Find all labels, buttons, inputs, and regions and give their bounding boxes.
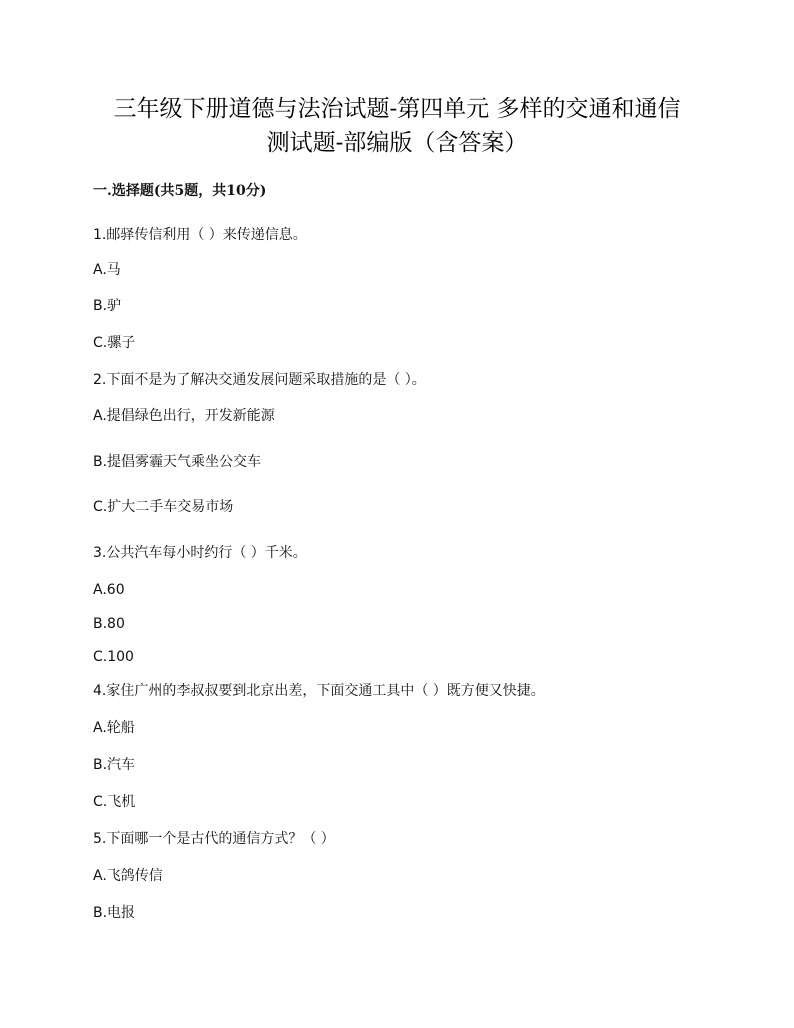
question-3-option-c: C.100 [93, 649, 134, 665]
question-4-option-b: B.汽车 [93, 757, 136, 773]
question-5-option-a: A.飞鸽传信 [93, 868, 163, 884]
page-title-line-2: 测试题-部编版（含答案） [266, 130, 528, 156]
question-1-stem: 1.邮驿传信利用（ ）来传递信息。 [93, 227, 307, 243]
question-1-option-b: B.驴 [93, 298, 122, 314]
question-3-option-a: A.60 [93, 582, 125, 598]
page-title-line-1: 三年级下册道德与法治试题-第四单元 多样的交通和通信 [113, 96, 681, 122]
question-4-option-c: C.飞机 [93, 794, 136, 810]
question-2-stem: 2.下面不是为了解决交通发展问题采取措施的是（ ）。 [93, 372, 426, 388]
section-heading: 一.选择题(共5题，共10分) [93, 183, 267, 199]
question-1-option-a: A.马 [93, 262, 121, 278]
question-3-stem: 3.公共汽车每小时约行（ ）千米。 [93, 545, 307, 561]
question-2-option-c: C.扩大二手车交易市场 [93, 499, 234, 515]
question-4-stem: 4.家住广州的李叔叔要到北京出差，下面交通工具中（ ）既方便又快捷。 [93, 683, 545, 699]
question-4-option-a: A.轮船 [93, 720, 135, 736]
question-5-stem: 5.下面哪一个是古代的通信方式？（ ） [93, 831, 335, 847]
question-1-option-c: C.骡子 [93, 335, 136, 351]
question-2-option-b: B.提倡雾霾天气乘坐公交车 [93, 454, 262, 470]
question-2-option-a: A.提倡绿色出行，开发新能源 [93, 408, 275, 424]
question-3-option-b: B.80 [93, 616, 125, 632]
question-5-option-b: B.电报 [93, 905, 136, 921]
